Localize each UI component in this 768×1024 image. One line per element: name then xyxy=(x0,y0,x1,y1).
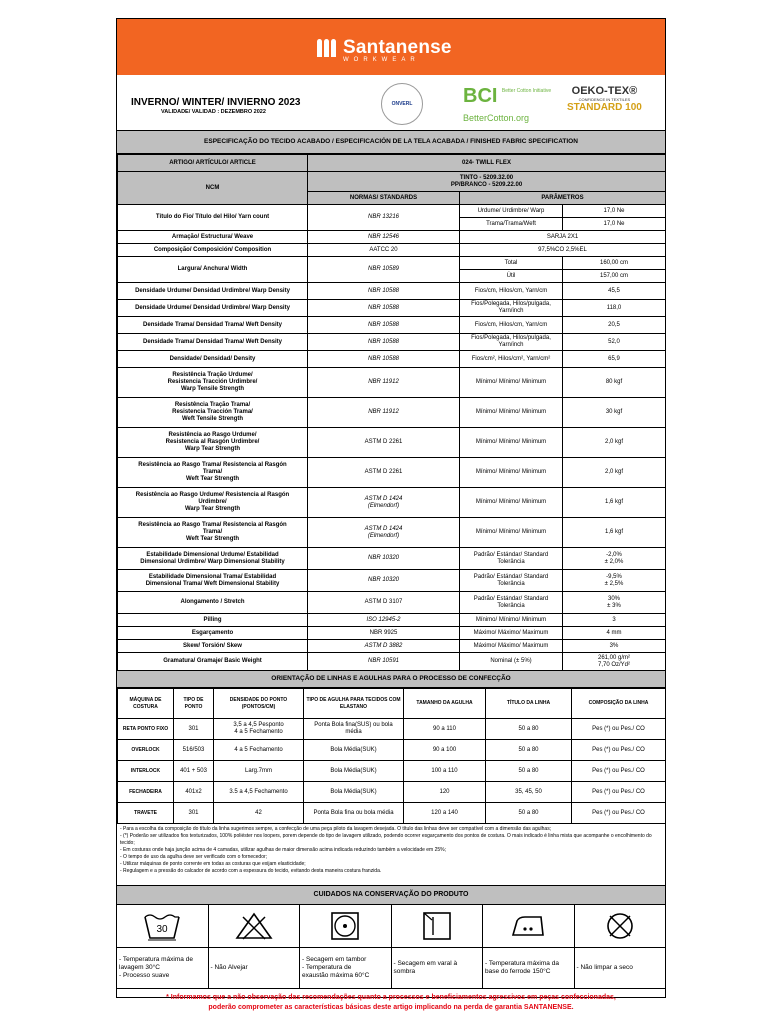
care-texts-row xyxy=(117,948,665,989)
santanense-logo-icon xyxy=(317,39,339,57)
season-title: INVERNO/ WINTER/ INVIERNO 2023 xyxy=(131,97,301,108)
brand-logo xyxy=(317,37,452,59)
tumble-dry-low-icon xyxy=(300,905,392,947)
skew-row: Skew/ Torsión/ Skew ASTM D 3882 Máximo/ Máximo/ Maximum 3% xyxy=(118,640,666,653)
weft-tensile-row: Resistência Tração Trama/ Resistencia Tracción Trama/ Weft Tensile Strength NBR 11912 Mínimo/ Mínimo/ Minimum 30 kgf xyxy=(118,398,666,428)
ncm-label: NCM xyxy=(118,172,308,205)
warp-stability-row: Estabilidade Dimensional Urdume/ Estabilidad Dimensional Urdimbre/ Warp Dimensional Stability NBR 10320 Padrão/ Estándar/ Standard Tolerância -2,0% ± 2,0% xyxy=(118,548,666,570)
note-line: - O tempo de uso da agulha deve ser verificado com o fornecedor; xyxy=(120,854,268,860)
weft-density-in-row: Densidade Trama/ Densidad Trama/ Weft Density NBR 10588 Fios/Polegada, Hilos/pulgada, Yarn/inch 52,0 xyxy=(118,334,666,351)
spec-sheet xyxy=(116,18,666,1011)
article-row xyxy=(118,155,666,172)
yarn-row: Título do Fio/ Título del Hilo/ Yarn count NBR 13216 Urdume/ Urdimbre/ Warp 17,0 Ne xyxy=(118,205,666,218)
brand-tagline: WORKWEAR xyxy=(343,57,420,63)
note-line: - Em costuras onde haja junção acima de 4 camadas, utilizar agulhas de maior dimensão acima indicada reduzindo também a velocidade em 25%; xyxy=(120,847,447,853)
sewing-table xyxy=(117,688,666,824)
abit-seal-icon: ONVERL xyxy=(381,83,423,125)
stretch-row: Alongamento / Stretch ASTM D 3107 Padrão/ Estándar/ Standard Tolerância 30% ± 3% xyxy=(118,592,666,614)
width-row-2: Útil 157,00 cm xyxy=(118,270,666,283)
bci-url: BetterCotton.org xyxy=(463,113,530,123)
note-line: - (*) Poderão ser utilizados fios texturizados, 100% poliéster nos loopers, porem depende do tipo de lavagem utilizado, podendo ocorrer esgarçamento dos pontos de costura. O mais indicado é linha mista que acompanhe o encolhimento do tecido; xyxy=(120,833,652,846)
ncm-row xyxy=(118,172,666,192)
care-title: CUIDADOS NA CONSERVAÇÃO DO PRODUTO xyxy=(117,886,665,905)
table-row: TRAVETE 301 42 Ponta Bola fina ou bola média 120 a 140 50 a 80 Pes (*) ou Pes./ CO xyxy=(118,803,666,824)
warp-density-in-row: Densidade Urdume/ Densidad Urdimbre/ Warp Density NBR 10588 Fios/Polegada, Hilos/pulgada, Yarn/inch 118,0 xyxy=(118,300,666,317)
oeko-tex-sub: CONFIDENCE IN TEXTILES xyxy=(578,97,631,102)
density-row: Densidade/ Densidad/ Density NBR 10588 Fios/cm², Hilos/cm², Yarn/cm² 65,9 xyxy=(118,351,666,368)
line-dry-icon xyxy=(392,905,484,947)
warp-tensile-row: Resistência Tração Urdume/ Resistencia Tracción Urdimbre/ Warp Tensile Strength NBR 11912 Mínimo/ Mínimo/ Minimum 80 kgf xyxy=(118,368,666,398)
care-text: - Temperatura máxima de lavagem 30°C - Processo suave xyxy=(117,948,209,988)
table-row: RETA PONTO FIXO 301 3,5 a 4,5 Pesponto 4 a 5 Fechamento Ponta Bola fina(SUS) ou bola média 90 a 110 50 a 80 Pes (*) ou Pes./ CO xyxy=(118,719,666,740)
composition-row: Composição/ Composición/ Composition AATCC 20 97,5%CO 2,5%EL xyxy=(118,244,666,257)
oeko-tex-logo xyxy=(567,85,642,113)
care-text: - Não limpar a seco xyxy=(576,964,633,971)
table-row: INTERLOCK 401 + 503 Larg.7mm Bola Média(SUK) 100 a 110 50 a 80 Pes (*) ou Pes./ CO xyxy=(118,761,666,782)
svg-text:30: 30 xyxy=(156,924,168,935)
bci-logo xyxy=(463,85,551,126)
no-bleach-icon xyxy=(209,905,301,947)
brand-name: Santanense xyxy=(343,37,452,58)
weft-tear-1-row: Resistência ao Rasgo Trama/ Resistencia al Rasgón Trama/ Weft Tear Strength ASTM D 2261 Mínimo/ Mínimo/ Minimum 2,0 kgf xyxy=(118,458,666,488)
ncm-value: TINTO - 5209.32.00 PP/BRANCO - 5209.22.00 xyxy=(308,172,666,192)
care-icons-row xyxy=(117,905,665,948)
yarn-row-2: Trama/Trama/Weft 17,0 Ne xyxy=(118,218,666,231)
note-line: - Regulagem e a pressão do calcador de acordo com a espessura do tecido, evitando desta maneira costura franzida. xyxy=(120,868,382,874)
validity-date: VALIDADE/ VALIDAD : DEZEMBRO 2022 xyxy=(161,109,266,115)
bci-sub: Better Cotton Initiative xyxy=(501,88,552,94)
sewing-header-row: MÁQUINA DE COSTURA TIPO DE PONTO DENSIDADE DO PONTO (PONTOS/CM) TIPO DE AGULHA PARA TECIDOS COM ELASTANO TAMANHO DA AGULHA TÍTULO DA LINHA COMPOSIÇÃO DA LINHA xyxy=(118,689,666,719)
bci-mark: BCI xyxy=(463,85,498,107)
weft-tear-2-row: Resistência ao Rasgo Trama/ Resistencia al Rasgón Trama/ Weft Tear Strength ASTM D 1424 (Elmendorf) Mínimo/ Mínimo/ Minimum 1,6 kgf xyxy=(118,518,666,548)
document-header xyxy=(117,75,665,131)
article-label: ARTIGO/ ARTÍCULO/ ARTICLE xyxy=(118,155,308,172)
care-text: - Temperatura máxima da base do ferrode 150°C xyxy=(483,948,575,988)
slippage-row: Esgarçamento NBR 9925 Máximo/ Máximo/ Maximum 4 mm xyxy=(118,627,666,640)
warranty-warning: * Informamos que a não observação das recomendações quanto a processos e beneficiamentos agressivos em peças confeccionadas, poderão comprometer as características básicas deste artigo implicando na perda de garantia SANTANENSE. xyxy=(166,994,616,1011)
sewing-notes xyxy=(117,824,665,886)
weft-density-cm-row: Densidade Trama/ Densidad Trama/ Weft Density NBR 10588 Fios/cm, Hilos/cm, Yarn/cm 20,5 xyxy=(118,317,666,334)
weight-row: Gramatura/ Gramaje/ Basic Weight NBR 10591 Nominal (± 5%) 261,00 g/m² 7,70 Oz/Yd² xyxy=(118,653,666,671)
no-dry-clean-icon xyxy=(575,905,666,947)
norms-header: NORMAS/ STANDARDS xyxy=(308,192,460,205)
warp-tear-1-row: Resistência ao Rasgo Urdume/ Resistencia al Rasgón Urdimbre/ Warp Tear Strength ASTM D 2261 Mínimo/ Mínimo/ Minimum 2,0 kgf xyxy=(118,428,666,458)
note-line: - Para a escolha da composição do título da linha sugerimos sempre, a confecção de uma peça piloto da lavagem desejada. O título das linhas deve ser compatível com a dimensão das agulhas; xyxy=(120,826,552,832)
warp-tear-2-row: Resistência ao Rasgo Urdume/ Resistencia al Rasgón Urdimbre/ Warp Tear Strength ASTM D 1424 (Elmendorf) Mínimo/ Mínimo/ Minimum 1,6 kgf xyxy=(118,488,666,518)
params-header: PARÂMETROS xyxy=(460,192,666,205)
article-value: 024- TWILL FLEX xyxy=(308,155,666,172)
sewing-title: ORIENTAÇÃO DE LINHAS E AGULHAS PARA O PROCESSO DE CONFECÇÃO xyxy=(117,671,665,688)
care-text: - Secagem em tambor - Temperatura de exaustão máxima 60°C xyxy=(300,948,392,988)
table-row: OVERLOCK 516/503 4 a 5 Fechamento Bola Média(SUK) 90 a 100 50 a 80 Pes (*) ou Pes./ CO xyxy=(118,740,666,761)
spec-table xyxy=(117,154,666,671)
iron-150-icon xyxy=(483,905,575,947)
warp-density-cm-row: Densidade Urdume/ Densidad Urdimbre/ Warp Density NBR 10588 Fios/cm, Hilos/cm, Yarn/cm 45,5 xyxy=(118,283,666,300)
oeko-tex-name: OEKO-TEX® xyxy=(571,85,638,97)
wash-30-icon xyxy=(117,905,209,947)
table-row: FECHADEIRA 401x2 3.5 a 4,5 Fechamento Bola Média(SUK) 120 35, 45, 50 Pes (*) ou Pes./ CO xyxy=(118,782,666,803)
care-text: - Não Alvejar xyxy=(209,948,301,988)
brand-banner xyxy=(117,19,665,75)
width-row: Largura/ Anchura/ Width NBR 10589 Total 160,00 cm xyxy=(118,257,666,270)
weft-stability-row: Estabilidade Dimensional Trama/ Estabilidad Dimensional Trama/ Weft Dimensional Stability NBR 10320 Padrão/ Estándar/ Standard Tolerância -9,5% ± 2,5% xyxy=(118,570,666,592)
note-line: - Utilizar máquinas de ponto corrente em todas as costuras que exijam elasticidade; xyxy=(120,861,306,867)
weave-row: Armação/ Estructura/ Weave NBR 12546 SARJA 2X1 xyxy=(118,231,666,244)
pilling-row: Pilling ISO 12945-2 Mínimo/ Mínimo/ Minimum 3 xyxy=(118,614,666,627)
oeko-tex-standard: STANDARD 100 xyxy=(567,102,642,113)
care-text: - Secagem em varal à sombra xyxy=(392,948,484,988)
spec-title: ESPECIFICAÇÃO DO TECIDO ACABADO / ESPECIFICACIÓN DE LA TELA ACABADA / FINISHED FABRIC SPECIFICATION xyxy=(117,131,665,154)
